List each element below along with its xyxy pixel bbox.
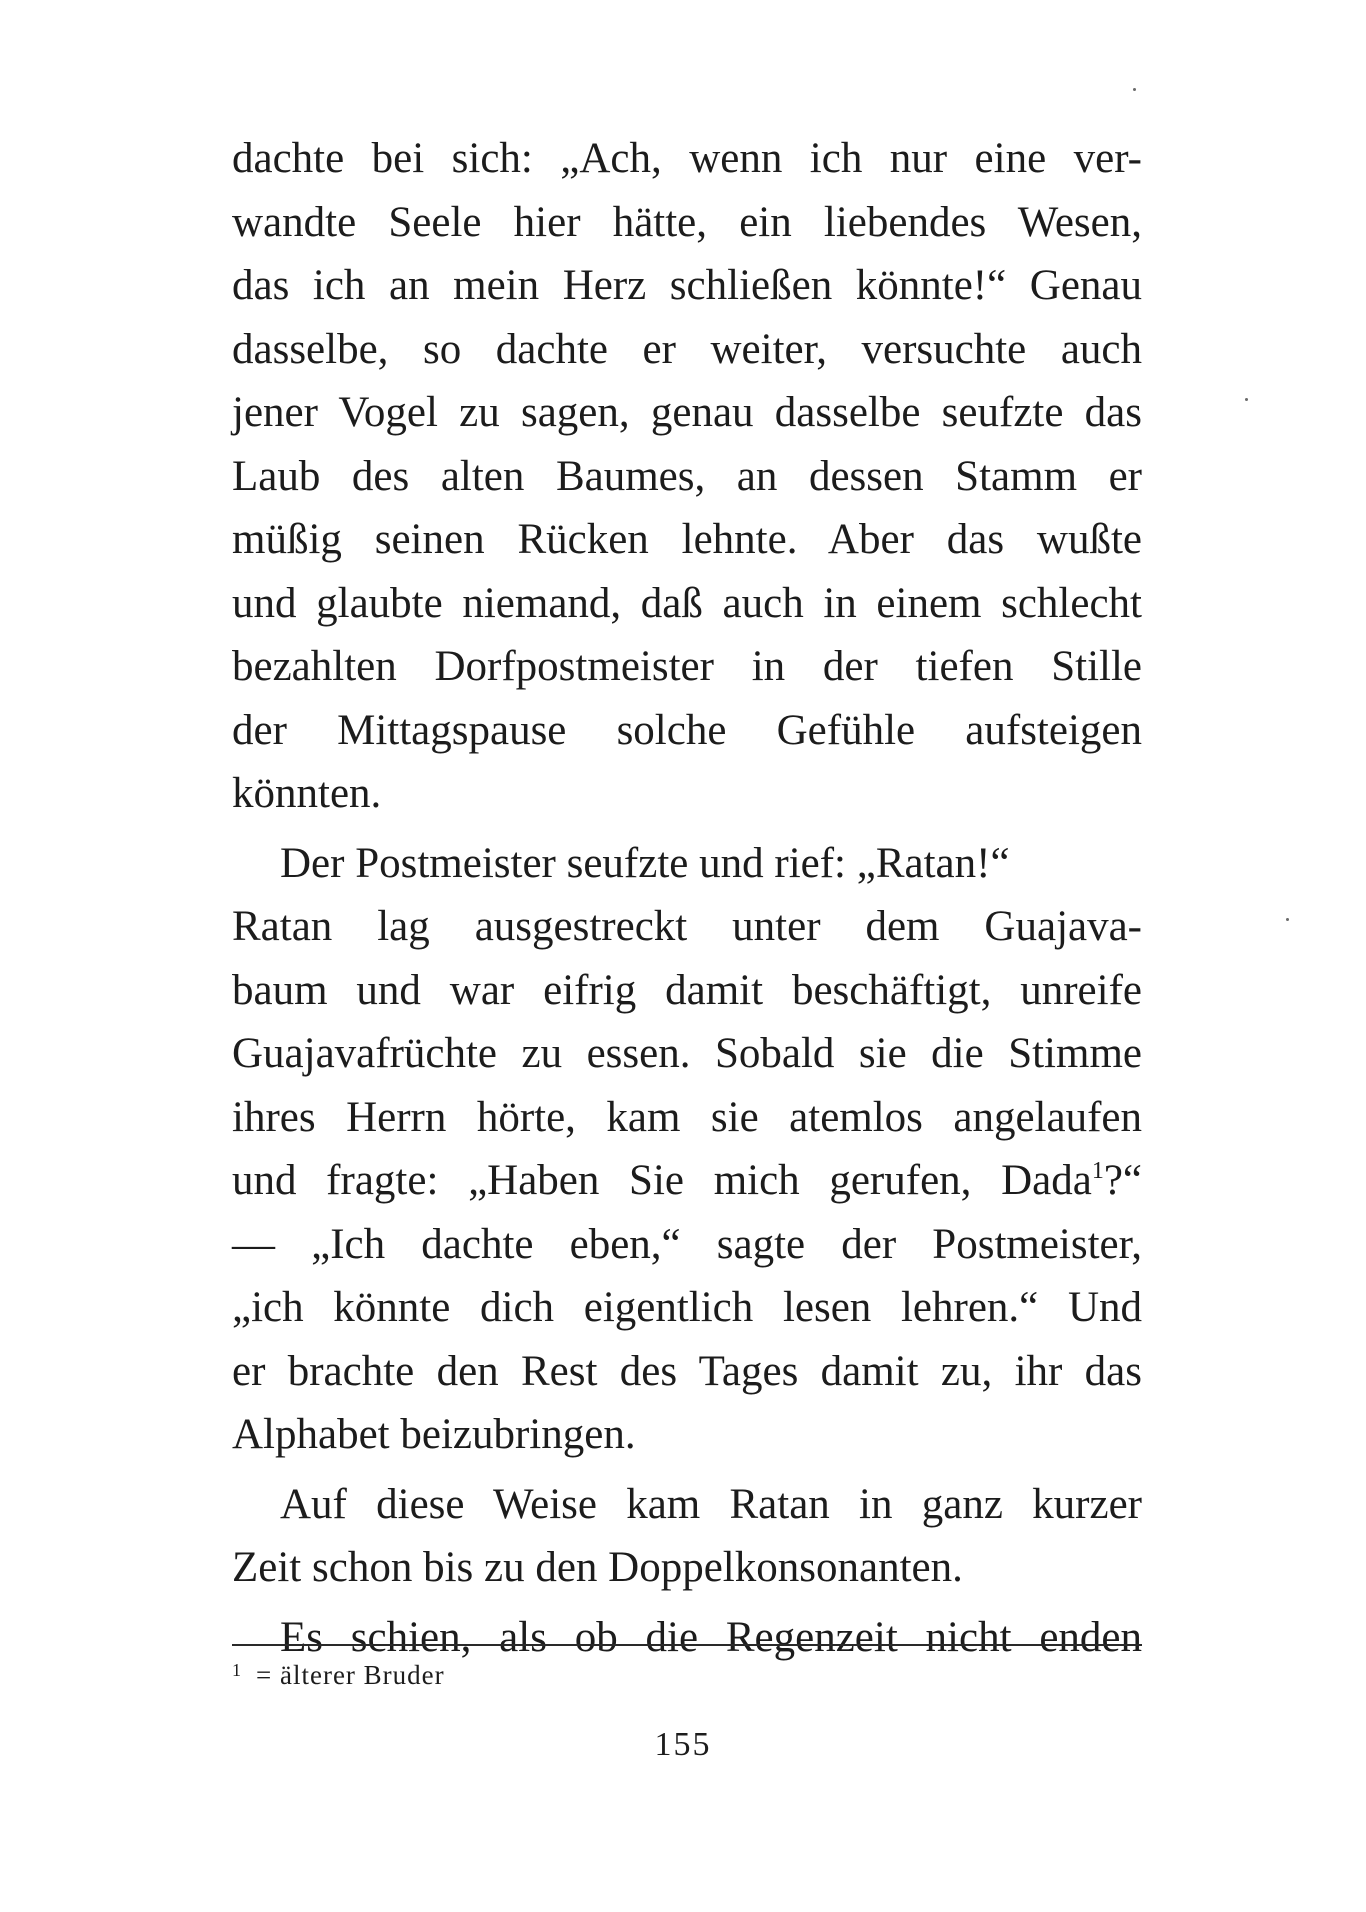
paragraph-start-line: Es schien, als ob die Regenzeit nicht enden	[280, 1613, 1142, 1661]
text-line: müßig seinen Rücken lehnte. Aber das wußte	[232, 516, 1142, 563]
text-line: Alphabet beizubringen.	[232, 1411, 636, 1458]
text-line: dachte bei sich: „Ach, wenn ich nur eine ver-	[232, 135, 1142, 182]
text-segment: und fragte: „Haben Sie mich gerufen, Dada	[232, 1157, 1092, 1204]
text-line: der Mittagspause solche Gefühle aufsteigen	[232, 706, 1142, 754]
text-line: das ich an mein Herz schließen könnte!“ Genau	[232, 262, 1142, 309]
footnote-separator	[232, 1644, 1142, 1646]
page-number: 155	[654, 1726, 712, 1763]
footnote-marker: 1	[232, 1660, 242, 1680]
text-line: Ratan lag ausgestreckt unter dem Guajava-	[232, 903, 1142, 950]
text-line: bezahlten Dorfpostmeister in der tiefen Stille	[232, 643, 1142, 690]
text-segment: ?“	[1103, 1157, 1142, 1204]
text-line: und glaubte niemand, daß auch in einem schlecht	[232, 579, 1142, 627]
text-line: er brachte den Rest des Tages damit zu, ihr das	[232, 1347, 1142, 1395]
text-line: wandte Seele hier hätte, ein liebendes Wesen,	[232, 198, 1142, 246]
text-line: „ich könnte dich eigentlich lesen lehren.“ Und	[232, 1284, 1142, 1331]
text-line: Laub des alten Baumes, an dessen Stamm er	[232, 452, 1142, 500]
footnote-reference: 1	[1091, 1158, 1104, 1184]
text-line: könnten.	[232, 770, 382, 817]
text-line: — „Ich dachte eben,“ sagte der Postmeister,	[232, 1220, 1142, 1268]
paper-speck	[1286, 918, 1289, 921]
paper-speck	[1245, 398, 1248, 401]
text-line: Guajavafrüchte zu essen. Sobald sie die Stimme	[232, 1030, 1142, 1077]
text-line: jener Vogel zu sagen, genau dasselbe seufzte das	[232, 389, 1142, 436]
paragraph-start-line: Der Postmeister seufzte und rief: „Ratan!“	[280, 839, 1010, 887]
text-line-with-footnote-ref	[232, 1149, 1142, 1213]
text-line: Zeit schon bis zu den Doppelkonsonanten.	[232, 1544, 963, 1591]
text-line: ihres Herrn hörte, kam sie atemlos angelaufen	[232, 1093, 1142, 1141]
footnote	[232, 1650, 445, 1695]
paper-speck	[1133, 88, 1136, 91]
body-text	[232, 127, 1142, 1669]
paragraph-start-line: Auf diese Weise kam Ratan in ganz kurzer	[280, 1480, 1142, 1528]
footnote-text: = älterer Bruder	[256, 1660, 445, 1690]
text-line: dasselbe, so dachte er weiter, versuchte auch	[232, 325, 1142, 373]
text-line: baum und war eifrig damit beschäftigt, unreife	[232, 966, 1142, 1014]
